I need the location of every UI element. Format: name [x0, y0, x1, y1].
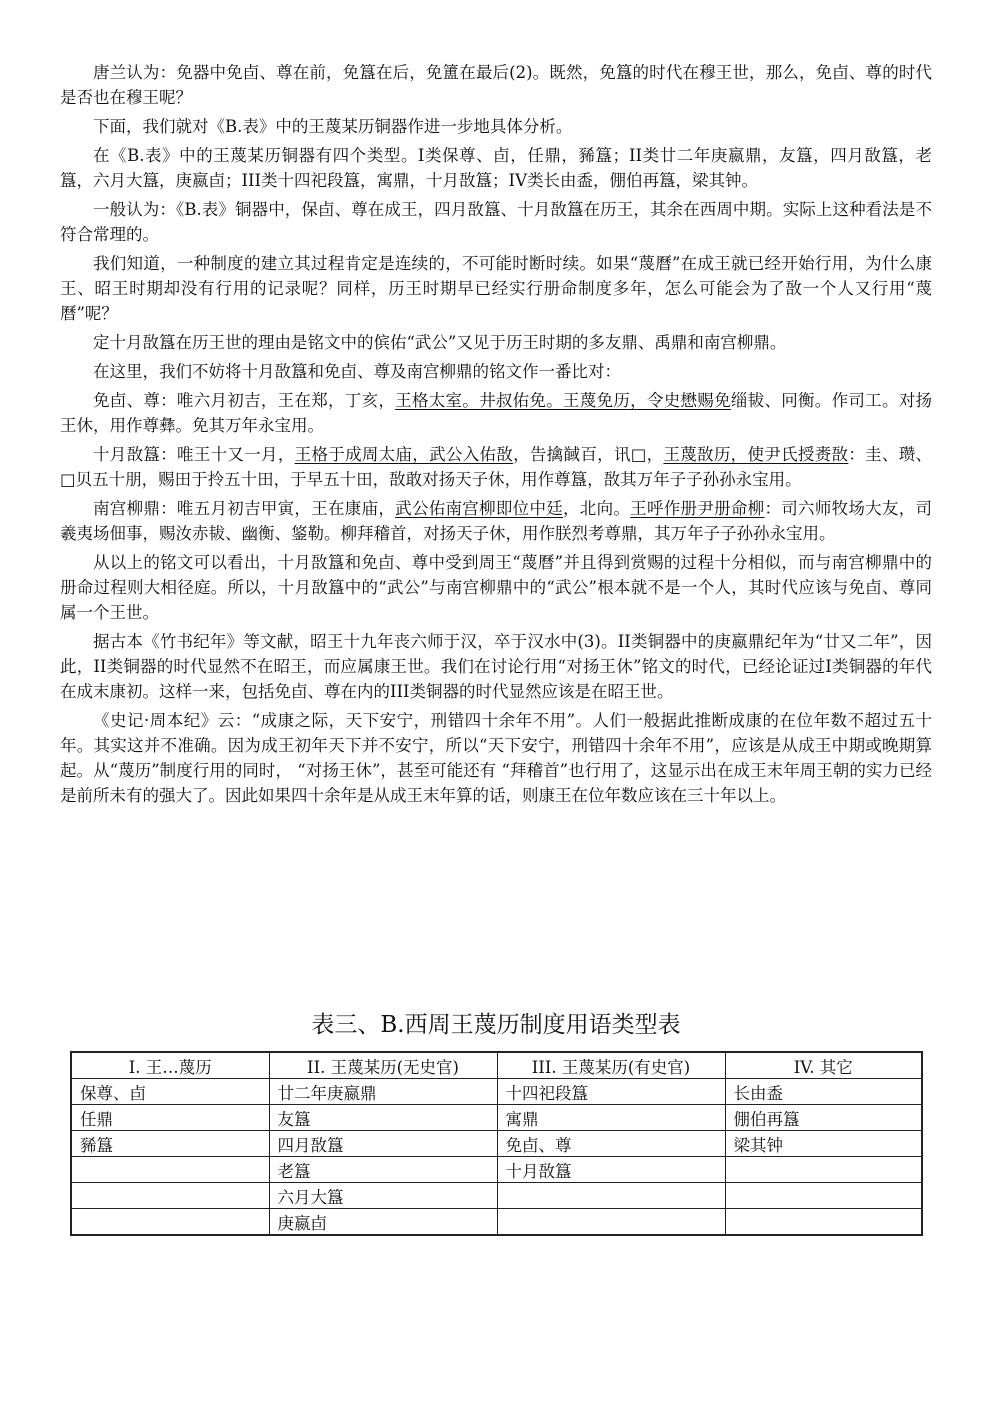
table-cell: 四月敔簋: [269, 1131, 497, 1157]
paragraph: 从以上的铭文可以看出，十月敔簋和免卣、尊中受到周王“蔑曆”并且得到赏赐的过程十分相似，而与南宫柳鼎中的册命过程则大相径庭。所以，十月敔簋中的“武公”与南宫柳鼎中的“武公”根本就不是一个人，其时代应该与免卣、尊同属一个王世。: [60, 553, 932, 622]
inscription-text: ：司六师牧场大友，司羲夷场佃事，赐汝赤韨、幽衡、鋚勒。柳拜稽首，对扬天子休，用作朕烈考尊鼎，其万年子子孙孙永宝用。: [60, 499, 933, 543]
underlined-text: 武公佑南宫柳即位中廷: [395, 499, 564, 518]
type-table: [70, 1051, 923, 1236]
inscription-text: 十月敔簋：唯王十又一月，: [93, 445, 295, 464]
table-cell: 寓鼎: [497, 1105, 725, 1131]
table-cell: 长由盉: [725, 1079, 922, 1105]
inscription-text: ，北向。: [563, 499, 631, 518]
table-row: [71, 1209, 922, 1236]
inscription-text: ：圭、瓒、□贝五十朋，赐田于拎五十田，于早五十田，敔敢对扬天子休，用作尊簋，敔其万年子子孙孙永宝用。: [60, 445, 933, 489]
table-row: [71, 1157, 922, 1183]
inscription-text: 免卣、尊：唯六月初吉，王在郑，丁亥，: [93, 391, 396, 410]
column-header: IV. 其它: [725, 1052, 922, 1079]
table-cell: [725, 1209, 922, 1236]
table-cell: 梁其钟: [725, 1131, 922, 1157]
table-cell: 六月大簋: [269, 1183, 497, 1209]
article-body: [60, 60, 932, 812]
table-cell: 倗伯再簋: [725, 1105, 922, 1131]
table-cell: 免卣、尊: [497, 1131, 725, 1157]
table-row: [71, 1131, 922, 1157]
table-cell: [497, 1209, 725, 1236]
inscription-text: 南宫柳鼎：唯五月初吉甲寅，王在康庙，: [93, 499, 396, 518]
paragraph: 在这里，我们不妨将十月敔簋和免卣、尊及南宫柳鼎的铭文作一番比对：: [93, 362, 621, 381]
table-cell: 友簋: [269, 1105, 497, 1131]
paragraph: 一般认为：《B.表》铜器中，保卣、尊在成王，四月敔簋、十月敔簋在历王，其余在西周中期。实际上这种看法是不符合常理的。: [60, 200, 932, 244]
table-cell: 廿二年庚嬴鼎: [269, 1079, 497, 1105]
column-header: II. 王蔑某历(无史官): [269, 1052, 497, 1079]
paragraph: 我们知道，一种制度的建立其过程肯定是连续的，不可能时断时续。如果“蔑曆”在成王就已经开始行用，为什么康王、昭王时期却没有行用的记录呢？同样，历王时期早已经实行册命制度多年，怎么可能会为了敔一个人又行用“蔑曆”呢？: [60, 254, 932, 323]
table-cell: [71, 1209, 269, 1236]
table-cell: [71, 1183, 269, 1209]
inscription-yu: [60, 442, 932, 492]
paragraph: 定十月敔簋在历王世的理由是铭文中的傧佑“武公”又见于历王时期的多友鼎、禹鼎和南宫柳鼎。: [93, 333, 787, 352]
paragraph: 唐兰认为：免器中免卣、尊在前，免簋在后，免簠在最后(2)。既然，免簋的时代在穆王世，那么，免卣、尊的时代是否也在穆王呢？: [60, 63, 932, 107]
table-cell: 保尊、卣: [71, 1079, 269, 1105]
column-header: I. 王…蔑历: [71, 1052, 269, 1079]
inscription-text: ，告擒馘百，讯□，: [513, 445, 664, 464]
inscription-nangong: [60, 496, 932, 546]
table-row: [71, 1079, 922, 1105]
paragraph: 下面，我们就对《B.表》中的王蔑某历铜器作进一步地具体分析。: [93, 117, 573, 136]
table-cell: [71, 1157, 269, 1183]
table-row: [71, 1105, 922, 1131]
table-cell: 豨簋: [71, 1131, 269, 1157]
table-cell: 庚嬴卣: [269, 1209, 497, 1236]
table-cell: [725, 1183, 922, 1209]
table-row: [71, 1183, 922, 1209]
inscription-text: 缁韨、冋衡。作司工。对扬王休，用作尊彝。免其万年永宝用。: [60, 391, 933, 435]
table-cell: 老簋: [269, 1157, 497, 1183]
paragraph: 《史记·周本纪》云：“成康之际，天下安宁，刑错四十余年不用”。人们一般据此推断成康的在位年数不超过五十年。其实这并不准确。因为成王初年天下并不安宁，所以“天下安宁，刑错四十余年不用”，应该是从成王中期或晚期算起。从“蔑历”制度行用的同时， “对扬王休”，甚至可能还有 “拜稽首”也行用了，这显示出在成王末年周王朝的实力已经是前所未有的强大了。因此如果四十余年是从成王末年算的话，则康王在位年数应该在三十年以上。: [60, 711, 932, 805]
inscription-mian: [60, 388, 932, 438]
underlined-text: 王呼作册尹册命柳: [630, 499, 765, 518]
paragraph: 据古本《竹书纪年》等文献，昭王十九年丧六师于汉，卒于汉水中(3)。II类铜器中的庚嬴鼎纪年为“廿又二年”，因此，II类铜器的时代显然不在昭王，而应属康王世。我们在讨论行用“对扬王休”铭文的时代，已经论证过I类铜器的年代在成末康初。这样一来，包括免卣、尊在内的III类铜器的时代显然应该是在昭王世。: [60, 632, 932, 701]
table-header-row: [71, 1052, 922, 1079]
table-cell: 十月敔簋: [497, 1157, 725, 1183]
table-cell: 任鼎: [71, 1105, 269, 1131]
table-cell: [497, 1183, 725, 1209]
table-title: 表三、B.西周王蔑历制度用语类型表: [311, 1012, 681, 1038]
paragraph: 在《B.表》中的王蔑某历铜器有四个类型。I类保尊、卣，任鼎，豨簋；II类廿二年庚嬴鼎，友簋，四月敔簋，老簋，六月大簋，庚嬴卣；III类十四祀段簋，寓鼎，十月敔簋；IV类长由盉，倗伯再簋，梁其钟。: [60, 146, 932, 190]
column-header: III. 王蔑某历(有史官): [497, 1052, 725, 1079]
table-cell: 十四祀段簋: [497, 1079, 725, 1105]
underlined-text: 王格于成周太庙，武公入佑敔: [294, 445, 514, 464]
table-cell: [725, 1157, 922, 1183]
underlined-text: 王蔑敔历，使尹氏授赉敔: [663, 445, 849, 464]
underlined-text: 王格太室。井叔佑免。王蔑免历，令史懋赐免: [395, 391, 731, 410]
